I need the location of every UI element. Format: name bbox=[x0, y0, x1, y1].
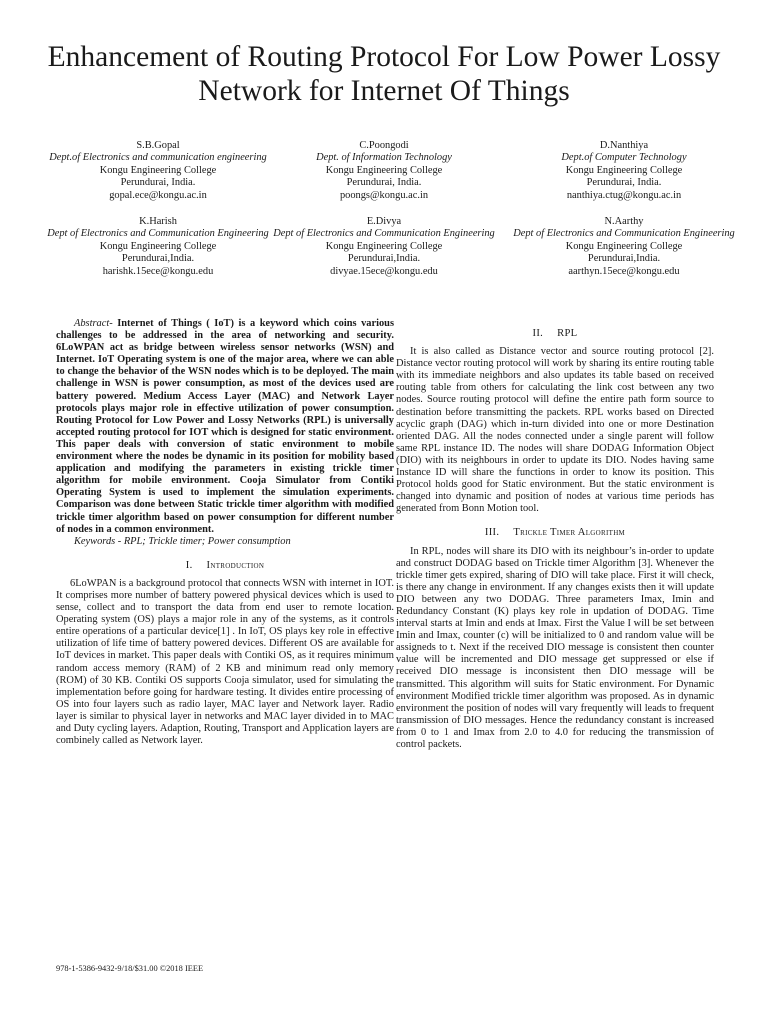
author-email: nanthiya.ctug@kongu.ac.in bbox=[566, 189, 682, 201]
section-heading-trickle-timer bbox=[396, 527, 714, 539]
author-institution: Kongu Engineering College bbox=[99, 240, 217, 252]
author-name: N.Aarthy bbox=[604, 216, 644, 227]
author-name: S.B.Gopal bbox=[136, 140, 180, 151]
author-card bbox=[504, 140, 744, 202]
paper-title: Enhancement of Routing Protocol For Low Power Lossy Network for Internet Of Things bbox=[47, 41, 721, 107]
author-city: Perundurai, India. bbox=[346, 177, 422, 189]
section-title: RPL bbox=[557, 328, 578, 339]
author-affiliation: Dept.of Computer Technology bbox=[561, 152, 687, 164]
author-affiliation: Dept.of Electronics and communication engineering bbox=[49, 152, 267, 164]
section-number: II. bbox=[532, 328, 544, 339]
author-city: Perundurai, India. bbox=[120, 177, 196, 189]
author-email: harishk.15ece@kongu.edu bbox=[102, 265, 214, 277]
introduction-text: 6LoWPAN is a background protocol that connects WSN with internet in IOT. It comprises more number of battery powered physical devices which is used to sense, collect and to transport the data from end user to remote location. Operating system (OS) plays a major role in any of the systems, as it controls entire operations of a particular device[1] . In IoT, OS plays key role in effective utilization of life time of battery powered devices. Different OS are available for IoT devices in market. This paper deals with Contiki OS, as it requires minimum random access memory (RAM) of 2 KB and minimum read only memory (ROM) of 30 KB. Contiki OS supports Cooja simulator, used for simulating the implementation before going for hardware testing. It divides entire processing of OS into four layers such as radio layer, MAC layer and Network layer. Radio layer is similar to physical layer in networks and MAC layer divided in to MAC and Duty cycling layers. Adaption, Routing, Transport and Application layers are combinely called as Network layer. bbox=[56, 577, 394, 747]
author-name: C.Poongodi bbox=[359, 140, 409, 151]
author-institution: Kongu Engineering College bbox=[99, 164, 217, 176]
author-email: aarthyn.15ece@kongu.edu bbox=[568, 265, 680, 277]
right-column bbox=[396, 318, 714, 751]
left-column bbox=[56, 318, 394, 747]
abstract-text: Internet of Things ( IoT) is a keyword which coins various challenges to be addressed in the area of networking and security. 6LoWPAN act as bridge between wireless sensor networks (WSN) and Internet. IoT Operating system is one of the major area, where we can able to change the behavior of the WSN nodes which is to be deployed. The main challenge in WSN is power consumption, as most of the devices used are battery powered. Medium Access Layer (MAC) and Network Layer protocols plays major role in effective utilization of power consumption. Routing Protocol for Low Power and Lossy Networks (RPL) is universally accepted routing protocol for IOT which is designed for static environment. This paper deals with conversion of static environment to mobile environment where the nodes be dynamic in its position for mobility based application and modifying the parameters in existing trickle timer algorithm for mobile environment. Cooja Simulator from Contiki Operating System is used to implement the simulation experiments. Comparison was done between Static trickle timer algorithm with modified trickle timer algorithm based on power consumption for different number of nodes in a common environment. bbox=[56, 318, 394, 535]
section-title: Trickle Timer Algorithm bbox=[513, 527, 626, 539]
author-institution: Kongu Engineering College bbox=[565, 164, 683, 176]
author-city: Perundurai, India. bbox=[586, 177, 662, 189]
author-institution: Kongu Engineering College bbox=[325, 240, 443, 252]
author-email: divyae.15ece@kongu.edu bbox=[330, 265, 438, 277]
section-heading-rpl bbox=[396, 328, 714, 340]
author-city: Perundurai,India. bbox=[587, 253, 661, 265]
author-block bbox=[0, 140, 768, 300]
section-title: Introduction bbox=[206, 559, 265, 571]
trickle-timer-text: In RPL, nodes will share its DIO with its neighbour’s in-order to update and construct DODAG based on Trickle timer Algorithm [3]. Whenever the trickle timer gets expired, sharing of DIO will take place. First it will check, is there any change in environment. If any changes exists then it will update DIO between any two DODAG. Three parameters Imax, Imin and Redundancy Constant (K) plays key role in updation of DODAG. Time interval starts at Imin and ends at Imax. First the Value I will be set between Imin and Imax, counter (c) will be initialized to 0 and random value will be assigneds to t. Next if the received DIO message is consistent then counter value will be incremented and DIO message get suppressed or else if received DIO message is inconsistent then DIO message will be transmitted. This algorithm will suits for Static environment. For Dynamic environment Modified trickle timer algorithm was proposed. As in dynamic environment the position of nodes will vary frequently will leads to frequent transmission of DIO messages. Hence the redundancy constant is increased from 0 to 1 and Imax from 2.0 to 4.0 for reducing the transmission of control packets. bbox=[396, 545, 714, 750]
author-name: E.Divya bbox=[366, 216, 402, 227]
author-card bbox=[38, 216, 278, 278]
author-city: Perundurai,India. bbox=[347, 253, 421, 265]
abstract bbox=[56, 318, 394, 536]
author-card bbox=[38, 140, 278, 202]
section-number: I. bbox=[185, 559, 193, 571]
section-heading-introduction bbox=[56, 560, 394, 572]
author-name: K.Harish bbox=[139, 216, 177, 227]
author-city: Perundurai,India. bbox=[121, 253, 195, 265]
author-card bbox=[264, 216, 504, 278]
abstract-label: Abstract- bbox=[74, 318, 113, 329]
author-institution: Kongu Engineering College bbox=[565, 240, 683, 252]
author-institution: Kongu Engineering College bbox=[325, 164, 443, 176]
section-number: III. bbox=[484, 527, 500, 539]
author-name: D.Nanthiya bbox=[599, 140, 649, 151]
keywords: Keywords - RPL; Trickle timer; Power consumption bbox=[74, 535, 291, 547]
author-email: poongs@kongu.ac.in bbox=[339, 189, 429, 201]
copyright-footer: 978-1-5386-9432-9/18/$31.00 ©2018 IEEE bbox=[56, 964, 204, 973]
author-email: gopal.ece@kongu.ac.in bbox=[109, 189, 207, 201]
author-affiliation: Dept of Electronics and Communication Engineering bbox=[513, 228, 735, 240]
author-affiliation: Dept. of Information Technology bbox=[316, 152, 452, 164]
rpl-text: It is also called as Distance vector and source routing protocol [2]. Distance vector routing protocol will work by sharing its entire routing table with its immediate neighbors and also updates its table based on received routing table from others for calculating the link cost between any two nodes. Source routing protocol will define the entire path form source to destination before transmitting the packets. RPL works based on Directed acyclic graph (DAG) which in-turn divided into one or more Destination oriented DAG. All the nodes connected under a single parent will follow same RPL instance ID. The nodes will share DODAG Information Object (DIO) with its neighbours in order to update its DIO. Nodes having same Instance ID will share the functions in order to know its position. This Protocol holds good for Static environment. But the static environment is changed into dynamic and position of nodes at various time periods has generated from Bonn Motion tool. bbox=[396, 346, 714, 515]
author-card bbox=[504, 216, 744, 278]
author-affiliation: Dept of Electronics and Communication Engineering bbox=[47, 228, 269, 240]
author-affiliation: Dept of Electronics and Communication Engineering bbox=[273, 228, 495, 240]
author-card bbox=[264, 140, 504, 202]
